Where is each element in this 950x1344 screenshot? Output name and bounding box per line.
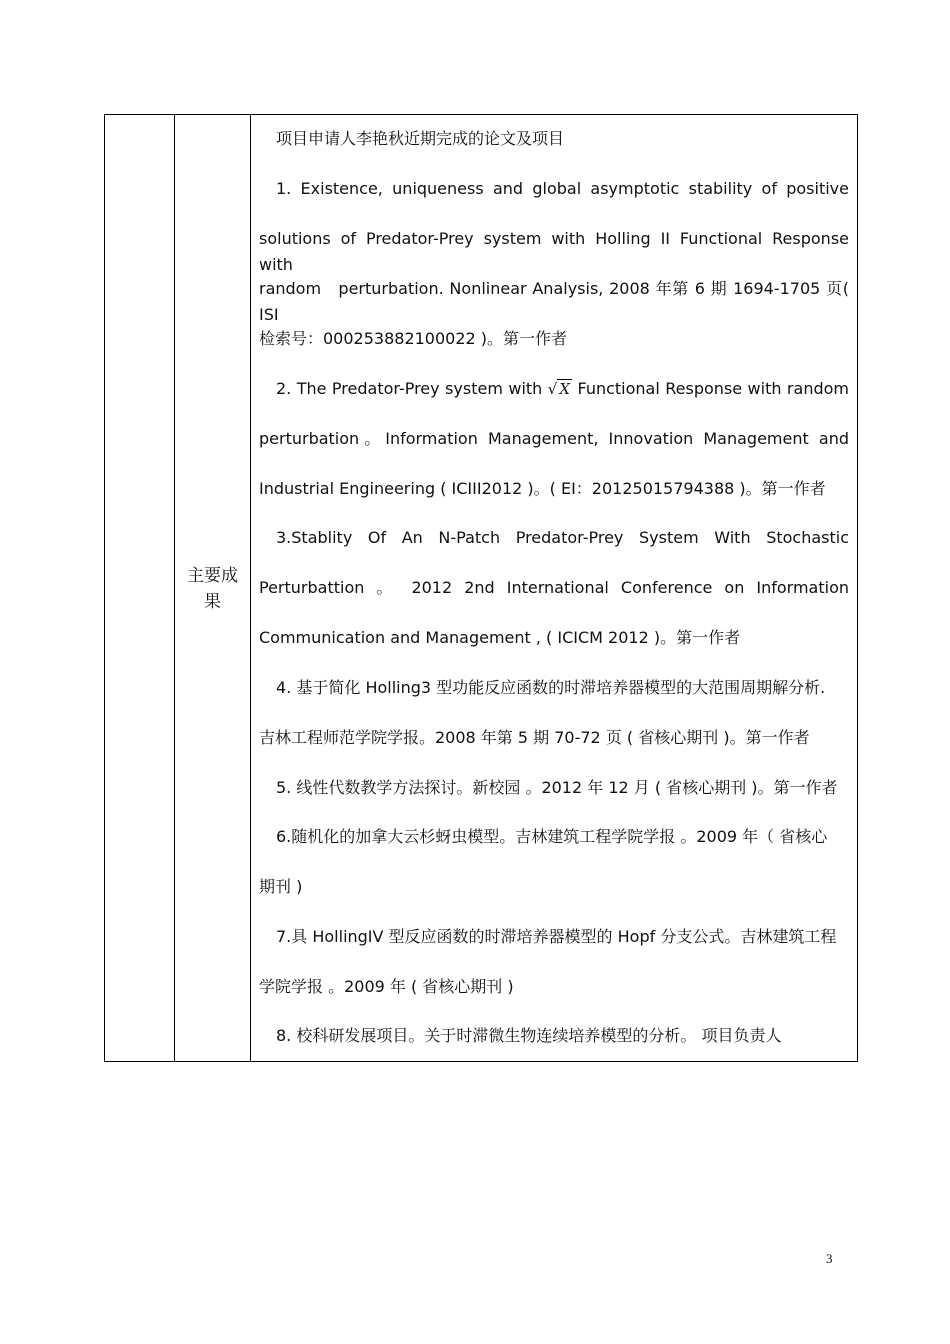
paper-2-line-3: Industrial Engineering ( ICIII2012 )。( EI：20125015794388 )。第一作者 (259, 479, 826, 498)
page-number: 3 (826, 1251, 833, 1266)
results-table (104, 114, 858, 1062)
row-label-cell (175, 115, 250, 1061)
paper-1-line-1: 1. Existence, uniqueness and global asymptotic stability of positive (276, 179, 849, 198)
project-8-line: 8. 校科研发展项目。关于时滞微生物连续培养模型的分析。 项目负责人 (276, 1026, 782, 1045)
intro-line: 项目申请人李艳秋近期完成的论文及项目 (276, 129, 565, 148)
paper-3-line-2: Perturbattion 。 2012 2nd International Conference on Information (259, 578, 849, 597)
paper-3-line-1: 3.Stablity Of An N-Patch Predator-Prey System With Stochastic (276, 528, 849, 547)
row-label-main-results: 主要成 果 (187, 566, 238, 612)
column-divider-2 (250, 115, 251, 1061)
paper-4-line-2: 吉林工程师范学院学报。2008 年第 5 期 70-72 页 ( 省核心期刊 )。第一作者 (259, 728, 810, 747)
paper-6-line-1: 6.随机化的加拿大云杉蚜虫模型。吉林建筑工程学院学报 。2009 年（ 省核心 (276, 827, 828, 846)
paper-7-line-2: 学院学报 。2009 年 ( 省核心期刊 ) (259, 977, 514, 996)
paper-2-line-1: 2. The Predator-Prey system with √ X Functional Response with random (259, 376, 849, 402)
paper-1-line-4: 检索号：000253882100022 )。第一作者 (259, 329, 568, 348)
paper-6-line-2: 期刊 ) (259, 877, 303, 896)
paper-2-line-2: perturbation。Information Management, Innovation Management and (259, 429, 849, 448)
paper-1-line-3: random perturbation. Nonlinear Analysis, 2008 年第 6 期 1694-1705 页( ISI (259, 279, 849, 324)
paper-5-line: 5. 线性代数教学方法探讨。新校园 。2012 年 12 月 ( 省核心期刊 )。第一作者 (276, 778, 838, 797)
paper-3-line-3: Communication and Management , ( ICICM 2012 )。第一作者 (259, 628, 741, 647)
paper-4-line-1: 4. 基于简化 Holling3 型功能反应函数的时滞培养器模型的大范围周期解分析. (276, 678, 826, 697)
paper-1-line-2: solutions of Predator-Prey system with Holling II Functional Response with (259, 229, 849, 274)
paper-7-line-1: 7.具 HollingIV 型反应函数的时滞培养器模型的 Hopf 分支公式。吉林建筑工程 (276, 927, 837, 946)
sqrt-x-formula: √ X (547, 380, 571, 398)
